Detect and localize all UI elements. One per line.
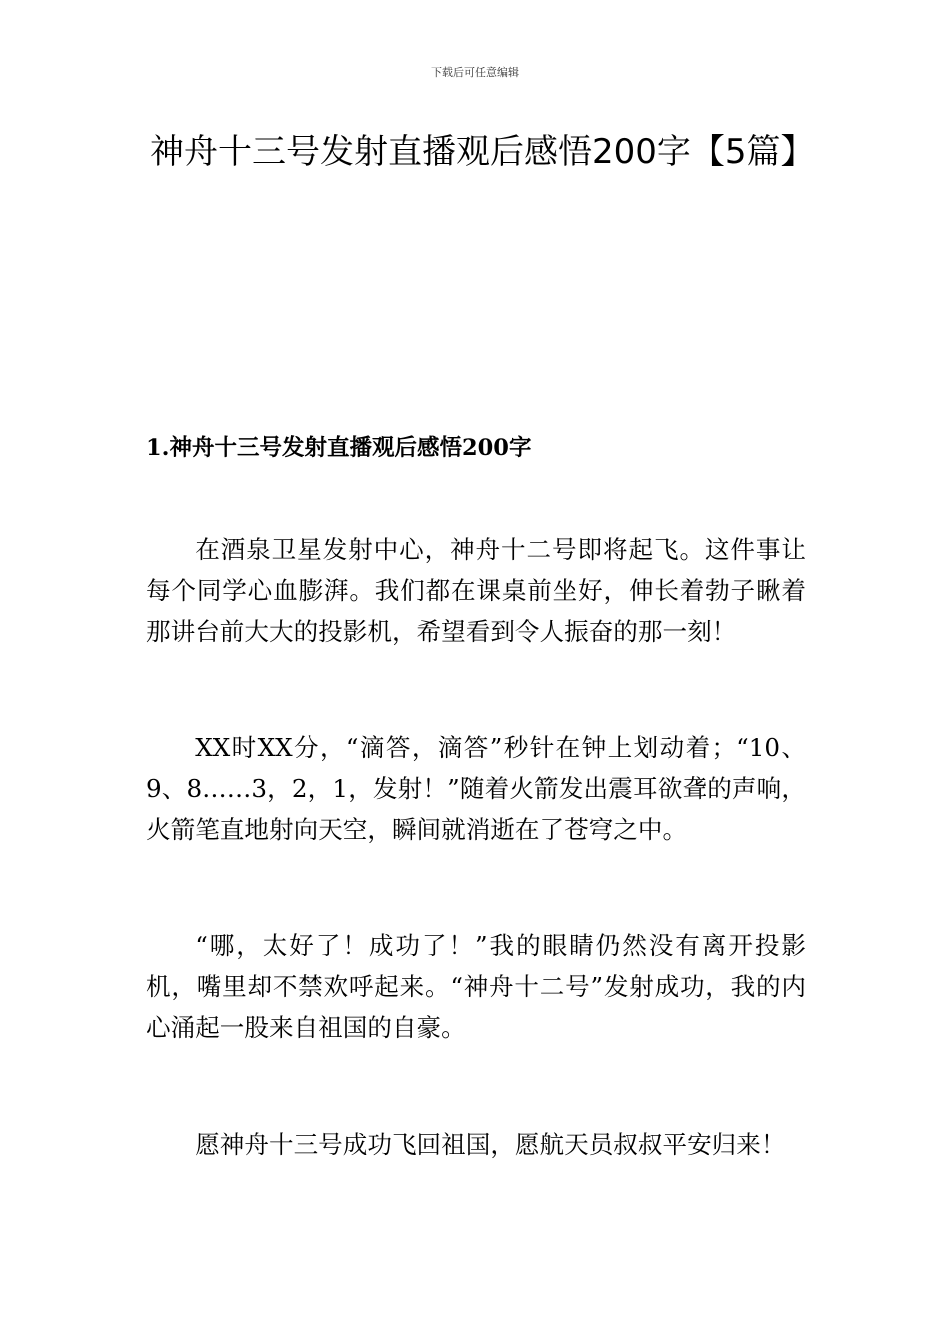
header-note: 下载后可任意编辑 bbox=[431, 66, 519, 79]
section-heading: 1.神舟十三号发射直播观后感悟200字 bbox=[146, 435, 532, 461]
paragraph-4: 愿神舟十三号成功飞回祖国，愿航天员叔叔平安归来！ bbox=[195, 1130, 786, 1159]
document-title: 神舟十三号发射直播观后感悟200字【5篇】 bbox=[150, 132, 815, 172]
paragraph-2: XX时XX分，“滴答，滴答”秒针在钟上划动着；“10、9、8……3，2，1，发射！”随着火箭发出震耳欲聋的声响，火箭笔直地射向天空，瞬间就消逝在了苍穹之中。 bbox=[146, 733, 806, 844]
paragraph-1: 在酒泉卫星发射中心，神舟十二号即将起飞。这件事让每个同学心血膨湃。我们都在课桌前坐好，伸长着勃子瞅着那讲台前大大的投影机，希望看到令人振奋的那一刻！ bbox=[146, 535, 806, 646]
paragraph-3: “哪，太好了！成功了！”我的眼睛仍然没有离开投影机，嘴里却不禁欢呼起来。“神舟十二号”发射成功，我的内心涌起一股来自祖国的自豪。 bbox=[146, 931, 806, 1042]
